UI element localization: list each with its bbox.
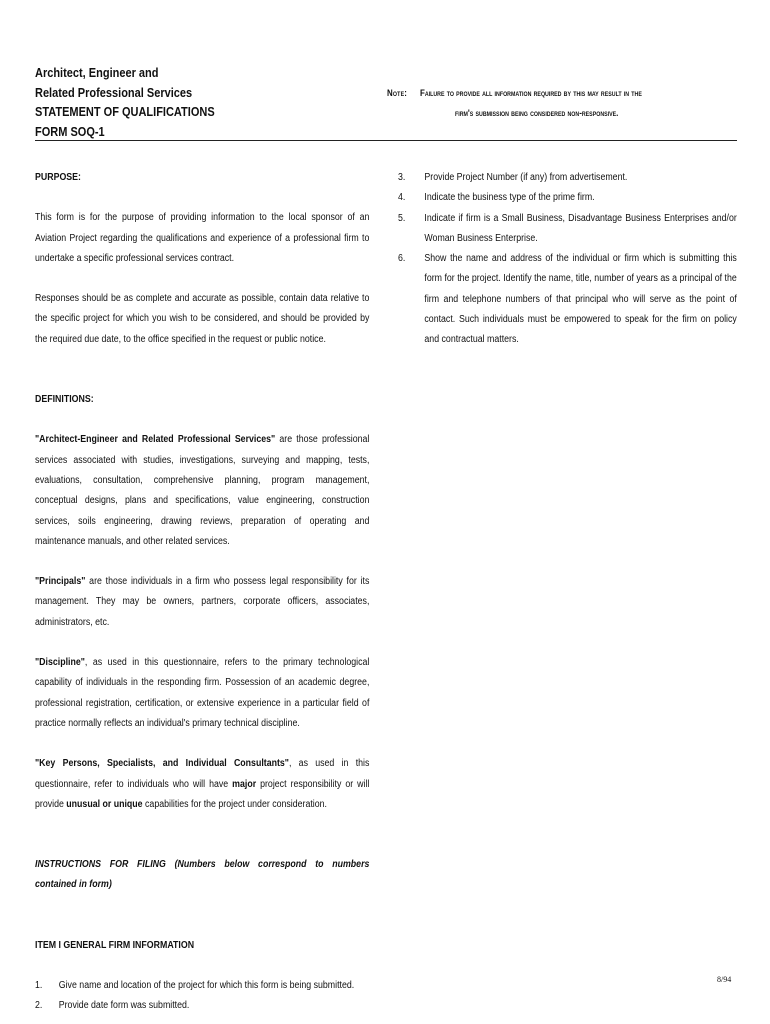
form-title-block <box>35 64 334 142</box>
definition-text: capabilities for the project under consideration. <box>142 798 328 810</box>
definition-text: , as used in this questionnaire, refer to individuals who will have <box>35 758 370 790</box>
emphasis-unusual: unusual or unique <box>66 798 143 810</box>
instruction-item <box>398 188 737 208</box>
title-line-3: STATEMENT OF QUALIFICATIONS <box>35 105 215 119</box>
instruction-item <box>398 249 737 350</box>
definition-key-persons <box>35 754 369 815</box>
definition-discipline <box>35 653 369 734</box>
definition-text: are those individuals in a firm who possess legal responsibility for its management. They may be owners, partners, corporate officers, associates, administrators, etc. <box>35 576 370 628</box>
title-line-1: Architect, Engineer and <box>35 66 159 80</box>
note-text-line-2: firm's submission being considered non-responsive. <box>455 108 619 118</box>
definition-architect-engineer <box>35 430 369 552</box>
purpose-paragraph-2: Responses should be as complete and accurate as possible, contain data relative to the specific project for which you wish to be considered, and should be provided by the required due date, to the office specified in the request or public notice. <box>35 293 370 345</box>
definition-text: , as used in this questionnaire, refers to the primary technological capability of individuals in the responding firm. Possession of an academic degree, professional registration, certification, or extensive experience in a particular field of practice normally reflects an individual's primary technical discipline. <box>35 657 370 729</box>
item-text: Indicate if firm is a Small Business, Disadvantage Business Enterprises and/or Woman Business Enterprise. <box>424 212 737 244</box>
definition-term: "Architect-Engineer and Related Professional Services" <box>35 434 276 446</box>
definition-term: "Principals" <box>35 576 86 588</box>
title-line-4: FORM SOQ-1 <box>35 124 105 139</box>
note-label: Note: <box>387 88 408 98</box>
title-line-2: Related Professional Services <box>35 85 193 100</box>
instruction-item <box>35 996 369 1016</box>
item-text: Give name and location of the project for which this form is being submitted. <box>58 980 355 992</box>
definition-text: are those professional services associated with studies, investigations, surveying and mapping, tests, evaluations, consultation, comprehensive planning, program management, conceptual designs, plans and specifications, value engineering, construction services, soils engineering, drawing reviews, preparation of operating and maintenance manuals, and other related services. <box>35 434 370 547</box>
definition-term: "Key Persons, Specialists, and Individual Consultants" <box>35 758 289 770</box>
item-number: 5. <box>398 212 406 224</box>
emphasis-major: major <box>232 778 257 790</box>
instruction-item <box>35 976 369 996</box>
note-text-line-1: Failure to provide all information required by this may result in the <box>420 88 642 98</box>
item-text: Indicate the business type of the prime firm. <box>424 192 595 204</box>
item-number: 1. <box>35 980 43 992</box>
left-column <box>35 168 369 1017</box>
item-text: Show the name and address of the individual or firm which is submitting this form for the project. Identify the name, title, number of years as a principal of the firm and telephone numbers of that principal who will serve as the point of contact. Such individuals must be empowered to speak for the firm on policy and contractual matters. <box>424 253 737 346</box>
page-code: 8/94 <box>717 975 732 984</box>
instruction-item <box>398 209 737 250</box>
item-number: 4. <box>398 192 406 204</box>
item-text: Provide Project Number (if any) from advertisement. <box>424 172 628 183</box>
item-number: 3. <box>398 172 406 183</box>
item-text: Provide date form was submitted. <box>58 1000 190 1012</box>
item-number: 6. <box>398 253 406 265</box>
definition-text: project responsibility or will provide <box>35 778 370 810</box>
definition-principals <box>35 572 369 633</box>
right-column <box>398 168 737 351</box>
definitions-heading: DEFINITIONS: <box>35 394 94 406</box>
purpose-paragraph-1: This form is for the purpose of providing information to the local sponsor of an Aviation Project regarding the qualifications and experience of a professional firm to undertake a specific professional services contract. <box>35 212 370 264</box>
instructions-heading: INSTRUCTIONS FOR FILING (Numbers below correspond to numbers contained in form) <box>35 859 370 891</box>
purpose-heading: PURPOSE: <box>35 172 81 183</box>
header-divider <box>35 140 737 141</box>
instruction-item <box>398 168 737 188</box>
definition-term: "Discipline" <box>35 657 85 669</box>
item-i-heading: ITEM I GENERAL FIRM INFORMATION <box>35 939 195 951</box>
item-number: 2. <box>35 1000 43 1012</box>
